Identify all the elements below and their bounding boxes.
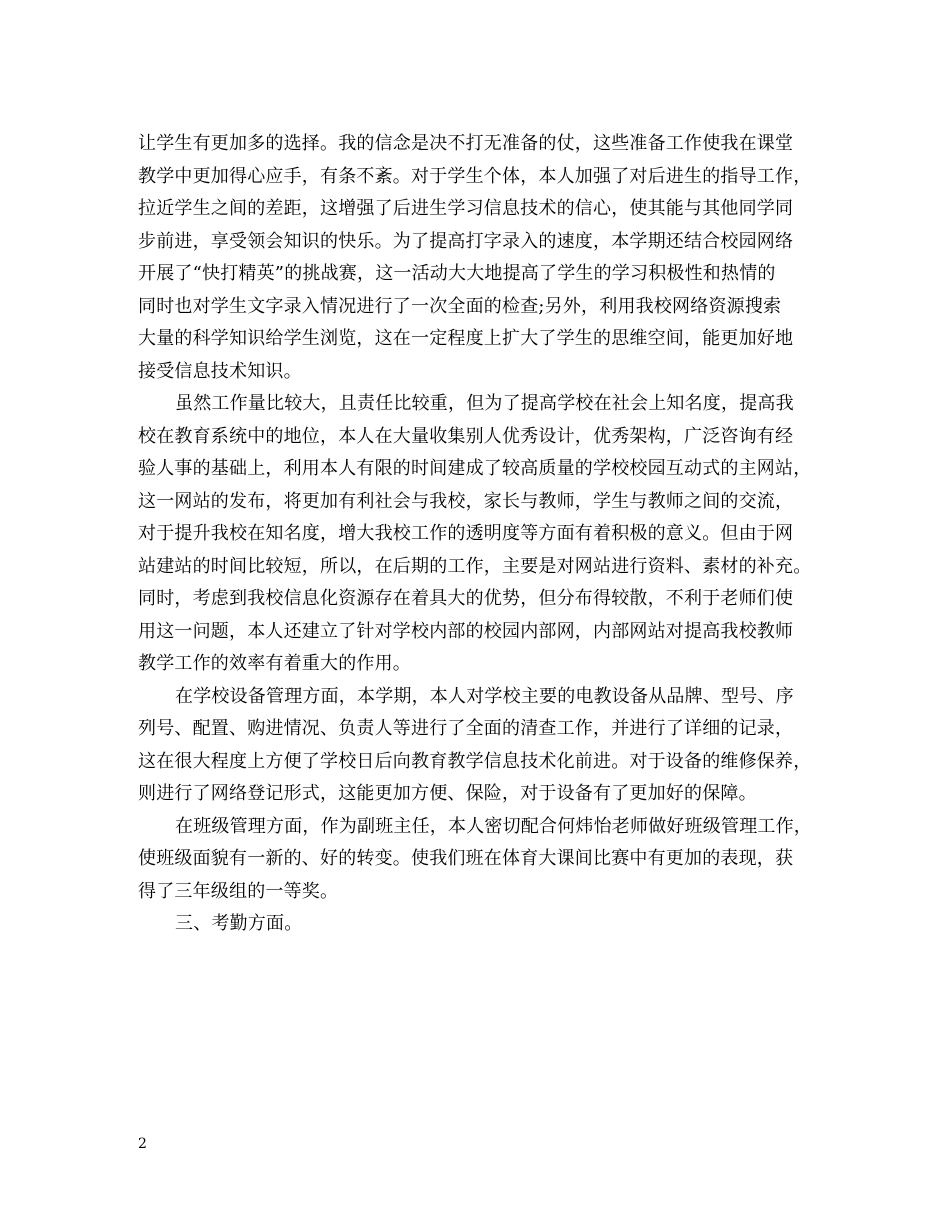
text-line: 列号、配置、购进情况、负责人等进行了全面的清查工作，并进行了详细的记录， [138, 718, 794, 739]
text-line: 在学校设备管理方面，本学期，本人对学校主要的电教设备从品牌、型号、序 [175, 685, 794, 707]
text-line: 站建站的时间比较短，所以，在后期的工作，主要是对网站进行资料、素材的补充。 [138, 555, 812, 577]
text-line: 这一网站的发布，将更加有利社会与我校，家长与教师，学生与教师之间的交流， [138, 490, 794, 512]
text-line: 开展了“快打精英”的挑战赛，这一活动大大地提高了学生的学习积极性和热情的 [138, 263, 776, 284]
text-line: 步前进，享受领会知识的快乐。为了提高打字录入的速度，本学期还结合校园网络 [138, 230, 794, 252]
text-line: 虽然工作量比较大，且责任比较重，但为了提高学校在社会上知名度，提高我 [175, 393, 794, 414]
text-line: 教学中更加得心应手，有条不紊。对于学生个体，本人加强了对后进生的指导工作， [138, 165, 812, 187]
text-line: 验人事的基础上，利用本人有限的时间建成了较高质量的学校校园互动式的主网站， [138, 458, 812, 479]
text-line: 用这一问题，本人还建立了针对学校内部的校园内部网，内部网站对提高我校教师 [138, 620, 794, 642]
text-line: 这在很大程度上方便了学校日后向教育教学信息技术化前进。对于设备的维修保养， [138, 750, 812, 772]
text-line: 在班级管理方面，作为副班主任，本人密切配合何炜怡老师做好班级管理工作， [175, 815, 812, 837]
text-line: 则进行了网络登记形式，这能更加方便、保险，对于设备有了更加好的保障。 [138, 783, 757, 804]
text-line: 同时，考虑到我校信息化资源存在着具大的优势，但分布得较散，不利于老师们使 [138, 588, 794, 609]
text-line: 让学生有更加多的选择。我的信念是决不打无准备的仗，这些准备工作使我在课堂 [138, 133, 794, 154]
page-number: 2 [138, 1136, 147, 1152]
text-line: 对于提升我校在知名度，增大我校工作的透明度等方面有着积极的意义。但由于网 [138, 523, 794, 544]
text-line: 接受信息技术知识。 [138, 360, 302, 382]
text-line: 校在教育系统中的地位，本人在大量收集别人优秀设计，优秀架构，广泛咨询有经 [138, 425, 794, 447]
document-body [138, 128, 828, 941]
text-line: 教学工作的效率有着重大的作用。 [138, 653, 411, 674]
text-line: 大量的科学知识给学生浏览，这在一定程度上扩大了学生的思维空间，能更加好地 [138, 328, 794, 349]
text-line: 三、考勤方面。 [175, 913, 303, 934]
text-line: 拉近学生之间的差距，这增强了后进生学习信息技术的信心，使其能与其他同学同 [138, 198, 794, 219]
text-line: 同时也对学生文字录入情况进行了一次全面的检查;另外，利用我校网络资源搜索 [138, 295, 782, 317]
text-line: 使班级面貌有一新的、好的转变。使我们班在体育大课间比赛中有更加的表现，获 [138, 848, 794, 869]
text-line: 得了三年级组的一等奖。 [138, 880, 339, 902]
